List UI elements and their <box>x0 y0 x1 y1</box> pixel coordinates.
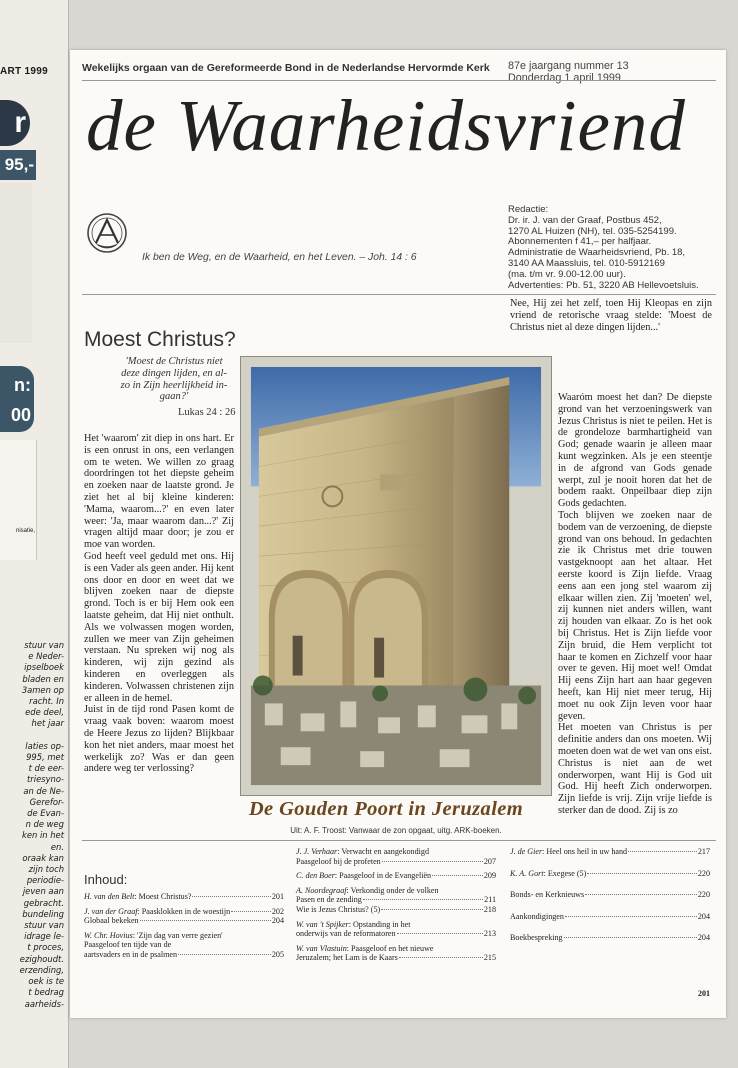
fragment-line: bladen en <box>22 673 64 684</box>
article-continuation-top: Nee, Hij zei het zelf, toen Hij Kleopas en zijn vriend de retorische vraag stelde: 'Moest de Christus niet al deze dingen lijden...' <box>510 298 712 333</box>
contents-column-3 <box>510 847 710 955</box>
middle-rule <box>82 294 716 295</box>
article-title: Moest Christus? <box>84 328 236 351</box>
editorial-line: 3140 AA Maassluis, tel. 010-5912169 <box>508 257 665 269</box>
contents-entry-text: Globaal bekeken <box>84 916 139 926</box>
paragraph: Waaróm moest het dan? De diepste grond van het verzoeningswerk van Jezus Christus is niet te peilen. Het is de grondeloze barmhartigheid van God; genade waarin je alleen maar kunt wegzinken. Als je een steentje in de afgrond van Gods genade werpt, zul je nooit horen dat het de bodem raakt. Onpeilbaar diep zijn Gods gedachten. <box>558 392 712 510</box>
fragment-line <box>2 730 64 741</box>
photo-credit: Uit: A. F. Troost: Vanwaar de zon opgaat, uitg. ARK-boeken. <box>290 826 502 835</box>
prev-page-note: nisatie, <box>15 528 35 534</box>
prev-page-header: ART 1999 <box>0 66 48 77</box>
contents-column-1 <box>84 892 284 965</box>
fragment-line: t bedrag <box>28 987 64 998</box>
contents-entry-line <box>296 944 496 954</box>
contents-column-2 <box>296 847 496 968</box>
contents-entry-text: Paasgeloof bij de profeten <box>296 856 381 866</box>
contents-entry <box>84 931 284 960</box>
fragment-line: 995, met <box>26 752 64 763</box>
contents-page-number: 217 <box>697 847 710 856</box>
fragment-line: periodie- <box>26 875 64 886</box>
fragment-line: ipselboek <box>24 662 64 673</box>
contents-page-number: 204 <box>271 916 284 926</box>
fragment-line: de Evan- <box>27 808 64 819</box>
fragment-line: erzending, <box>19 964 64 975</box>
prev-page-ad-price-2-line2: 00 <box>10 405 31 425</box>
contents-entry-line <box>296 953 496 963</box>
contents-entry-line <box>84 916 284 926</box>
contents-page-number: 215 <box>483 953 496 963</box>
contents-page-number: 213 <box>483 929 496 939</box>
contents-entry-line <box>296 871 496 881</box>
prev-page-ad-price-2-line1: n: <box>14 375 31 395</box>
contents-title: Inhoud: <box>84 872 128 887</box>
editorial-line: Administratie de Waarheidsvriend, Pb. 18, <box>508 247 686 259</box>
contents-page-number: 218 <box>483 904 496 914</box>
prev-page-note-box <box>0 440 37 560</box>
issue-date: Donderdag 1 april 1999 <box>508 72 621 84</box>
fragment-line: het jaar <box>31 718 64 729</box>
contents-page-number: 204 <box>697 911 710 921</box>
leader-dots <box>565 916 697 917</box>
fragment-line: bundeling <box>22 908 64 919</box>
article-column-2 <box>558 392 712 817</box>
contents-entry-text: W. van Vlastuin: Paasgeloof en het nieuwe <box>296 943 434 953</box>
contents-entry-line <box>510 847 710 857</box>
contents-entry <box>296 886 496 915</box>
paragraph: Het moeten van Christus is per definitie anders dan ons moeten. Wij moeten doen wat de wet van ons eist. Christus is niet aan de wet onderworpen, want Hij is God uit God. Hij heeft Zich onderworpen. Zijn liefde is vrij. Zijn vrije liefde is sterker dan de dood. Zij is zo <box>558 722 712 816</box>
contents-entry <box>510 847 710 857</box>
article-column-1 <box>84 433 234 775</box>
contents-entry-line <box>510 890 710 900</box>
fragment-line: en. <box>50 841 64 852</box>
prev-page-ad-price: 95,- <box>0 150 36 180</box>
fragment-line: stuur van <box>24 640 64 650</box>
contents-entry-line <box>84 892 284 902</box>
fragment-line: oraak kan <box>22 852 64 863</box>
contents-page-number: 201 <box>271 892 284 901</box>
fragment-line: an de Ne- <box>23 785 64 796</box>
contents-entry <box>84 907 284 926</box>
golden-gate-photo <box>240 356 552 796</box>
leader-dots <box>585 894 697 895</box>
fragment-line: e Neder- <box>28 651 64 662</box>
fragment-line: jeven aan <box>22 886 64 897</box>
leader-dots <box>140 920 271 921</box>
paragraph: God heeft veel geduld met ons. Hij is een Vader als geen ander. Hij kent ons door en door en weet dat we blijven zoeken naar de diepste grond. Toch is er bij Hem ook een laatste geheim, dat Hij niet onthult. Als we volwassen mogen worden, zullen we meer van Zijn geheimen verstaan. Nu spreken wij nog als kinderen, wij zijn gezind als kinderen en overleggen als kinderen. Volwassen christenen zijn er alleen in de hemel. <box>84 550 234 704</box>
contents-entry-text: Bonds- en Kerknieuws <box>510 890 585 900</box>
fragment-line: 3amen op <box>21 684 64 695</box>
contents-page-number: 205 <box>271 949 284 959</box>
contents-entry-text: Paasgeloof ten tijde van de <box>84 940 172 950</box>
contents-page-number: 209 <box>483 871 496 881</box>
contents-entry <box>510 933 710 943</box>
bottom-rule <box>82 840 716 841</box>
contents-entry <box>510 912 710 922</box>
contents-entry-line <box>296 920 496 930</box>
leader-dots <box>231 911 271 912</box>
editorial-line: 1270 AL Huizen (NH), tel. 035-5254199. <box>508 225 677 237</box>
editorial-line: Advertenties: Pb. 51, 3220 AB Hellevoetsluis. <box>508 279 699 291</box>
contents-entry-line <box>84 907 284 917</box>
fragment-line: aarheids- <box>24 998 64 1009</box>
editorial-line: (ma. t/m vr. 9.00-12.00 uur). <box>508 268 626 280</box>
contents-page-number: 202 <box>271 906 284 916</box>
contents-entry-text: H. van den Belt: Moest Christus? <box>84 892 192 901</box>
contents-entry-text: Aankondigingen <box>510 911 564 921</box>
contents-entry <box>510 890 710 900</box>
prev-page-text-fragment <box>2 640 64 1010</box>
page-number: 201 <box>698 989 710 998</box>
contents-page-number: 204 <box>697 933 710 943</box>
contents-entry-text: onderwijs van de reformatoren <box>296 929 396 939</box>
photo-caption: De Gouden Poort in Jeruzalem <box>248 798 524 820</box>
leader-dots <box>363 899 483 900</box>
article-quote: 'Moest de Christus niet deze dingen lijden, en al-zo in Zijn heerlijkheid in-gaan?' <box>120 356 228 403</box>
fragment-line: ken in het <box>21 830 64 841</box>
fragment-line: racht. In <box>29 696 64 707</box>
prev-page-book-image <box>0 183 32 343</box>
previous-page-edge <box>0 0 69 1068</box>
fragment-line: zijn toch <box>28 864 64 875</box>
issue-number: 87e jaargang nummer 13 <box>508 60 629 72</box>
motto: Ik ben de Weg, en de Waarheid, en het Leven. – Joh. 14 : 6 <box>142 252 417 263</box>
quote-reference: Lukas 24 : 26 <box>178 407 236 418</box>
contents-page-number: 220 <box>697 890 710 900</box>
contents-entry-line <box>296 895 496 905</box>
fragment-line: laties op- <box>25 740 64 751</box>
fragment-line: t proces, <box>27 942 64 953</box>
contents-entry-text: Jeruzalem; het Lam is de Kaars <box>296 953 398 963</box>
contents-page-number: 220 <box>697 868 710 878</box>
leader-dots <box>564 937 697 938</box>
contents-entry-line <box>84 931 284 941</box>
contents-page-number: 207 <box>483 856 496 866</box>
contents-entry <box>84 892 284 902</box>
contents-entry-text: Pasen en de zending <box>296 895 362 905</box>
contents-entry-text: C. den Boer: Paasgeloof in de Evangeliën <box>296 871 432 881</box>
fragment-line: stuur van <box>24 920 64 931</box>
fragment-line: ede deel, <box>25 707 64 718</box>
editorial-line: Redactie: <box>508 204 549 215</box>
contents-entry-text: Boekbespreking <box>510 933 563 943</box>
contents-entry-text: Wie is Jezus Christus? (5) <box>296 904 381 914</box>
contents-entry-text: J. J. Verhaar: Verwacht en aangekondigd <box>296 847 429 856</box>
contents-entry-text: W. Chr. Hovius: 'Zijn dag van verre gezien' <box>84 930 223 940</box>
contents-entry-text: J. van der Graaf: Paasklokken in de woestijn <box>84 906 231 916</box>
prev-page-ad-price-2 <box>0 366 34 432</box>
fragment-line: ezighoudt. <box>19 953 64 964</box>
contents-entry-line <box>510 933 710 943</box>
leader-dots <box>178 954 271 955</box>
leader-dots <box>382 861 483 862</box>
contents-entry-line <box>84 950 284 960</box>
contents-entry-line <box>510 912 710 922</box>
paragraph: Juist in de tijd rond Pasen komt de vraag vaak boven: waarom moest de Heere Jezus zo lijden? Blijkbaar kon het niet anders, maar moest het werkelijk zo? Was er dan geen andere weg ter verlossing? <box>84 704 234 775</box>
paragraph: Toch blijven we zoeken naar de bodem van de verzoening, de diepste grond van ons behoud. In gedachten zie ik Christus met drie touwen vastgeknoopt aan het altaar. Het eerste koord is Zijn liefde. Vraag eens aan een jong stel waarom zij elkaar willen zien. Zij 'moeten' wel, zij kunnen niet anders willen, want zij houden van elkaar. Zo is het ook bij Christus. Het is Zijn liefde voor Zijn bruid, die Hem verplicht tot haar te komen en Zichzelf voor haar over te geven. Hij moet wel! Omdat Hij eens Zijn hart aan haar gegeven heeft, kan Hij niet meer terug, Hij moet nu ook Zijn leven voor haar geven. <box>558 509 712 722</box>
masthead: de Waarheidsvriend <box>86 85 686 166</box>
leader-dots <box>628 851 697 852</box>
contents-entry-line <box>84 940 284 950</box>
leader-dots <box>192 896 270 897</box>
contents-entry <box>510 869 710 879</box>
top-rule <box>82 80 716 81</box>
leader-dots <box>432 875 483 876</box>
contents-entry <box>296 944 496 963</box>
tagline: Wekelijks orgaan van de Gereformeerde Bond in de Nederlandse Hervormde Kerk <box>82 62 490 74</box>
fragment-line: n de weg <box>25 819 64 830</box>
contents-entry-line <box>296 886 496 896</box>
leader-dots <box>397 933 483 934</box>
alpha-omega-logo-icon <box>86 212 128 254</box>
contents-entry-line <box>296 905 496 915</box>
newspaper-page <box>70 50 726 1018</box>
contents-entry-text: aartsvaders en in de psalmen <box>84 949 178 959</box>
contents-entry-text: K. A. Gort: Exegese (5) <box>510 868 587 878</box>
contents-entry-text: A. Noordegraaf: Verkondig onder de volken <box>296 885 439 895</box>
leader-dots <box>587 873 697 874</box>
contents-entry-line <box>510 869 710 879</box>
prev-page-ad-letter: r <box>0 100 30 146</box>
contents-entry <box>296 871 496 881</box>
contents-entry-line <box>296 929 496 939</box>
contents-page-number: 211 <box>484 895 496 905</box>
paragraph: Het 'waarom' zit diep in ons hart. Er is een onrust in ons, een verlangen om te weten. We willen zo graag doordringen tot het diepste geheim en zoeken naar de laatste grond. Je ziet het al bij kleine kinderen: 'Mama, waarom...?' en even later weer: 'Ja, maar waarom dan...?' Zij vragen altijd maar door; je zou er moe van worden. <box>84 433 234 551</box>
leader-dots <box>399 957 483 958</box>
editorial-line: Dr. ir. J. van der Graaf, Postbus 452, <box>508 214 662 226</box>
fragment-line: oek is te <box>28 976 64 987</box>
editorial-info <box>508 205 699 291</box>
contents-entry <box>296 920 496 939</box>
contents-entry-line <box>296 847 496 857</box>
contents-entry-text: J. de Gier: Heel ons heil in uw hand <box>510 847 628 856</box>
contents-entry <box>296 847 496 866</box>
contents-entry-text: W. van 't Spijker: Opstanding in het <box>296 919 411 929</box>
fragment-line: gebracht. <box>23 897 64 908</box>
contents-entry-line <box>296 857 496 867</box>
fragment-line: t de eer- <box>28 763 64 774</box>
fragment-line: Gerefor- <box>29 796 64 807</box>
fragment-line: triesyno- <box>27 774 64 785</box>
fragment-line: idrage le- <box>24 931 64 942</box>
editorial-line: Abonnementen f 41,– per halfjaar. <box>508 236 652 248</box>
leader-dots <box>381 909 483 910</box>
